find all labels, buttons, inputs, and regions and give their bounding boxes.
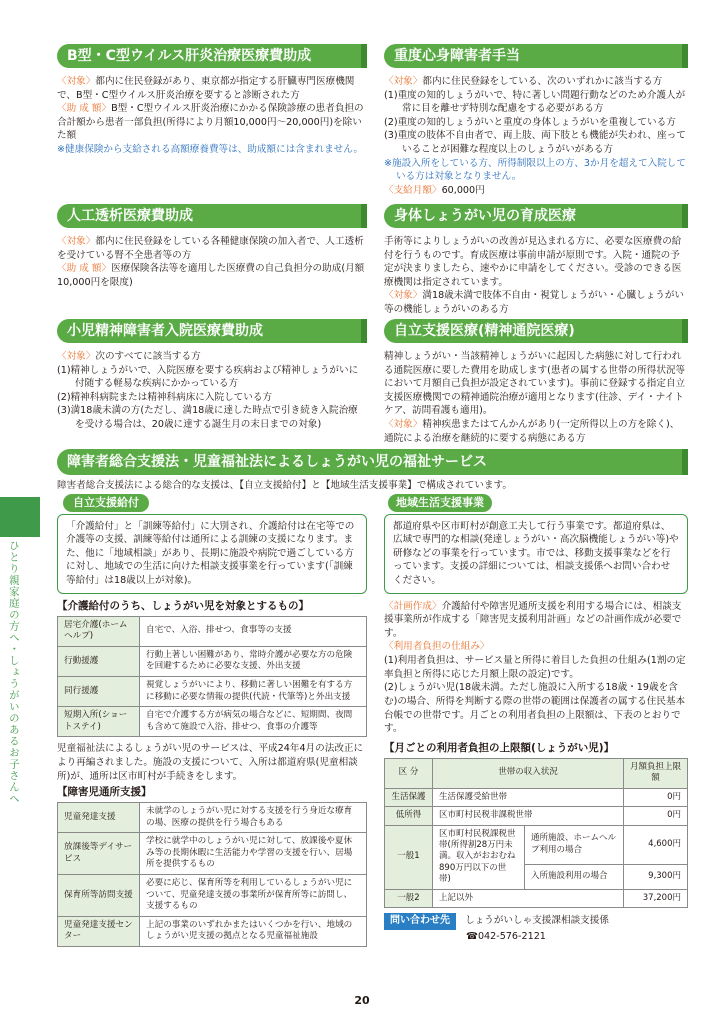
care-label: 短期入所(ショートステイ): [58, 707, 140, 737]
care-label: 居宅介護(ホームヘルプ): [58, 616, 140, 646]
community-box: 都道府県や区市町村が創意工夫して行う事業です。都道府県は、広域で専門的な相談(発達しょうがい・高次脳機能しょうがい等)や研修などの事業を行っています。市では、移動支援事業などを行っています。支援の詳細については、相談支援係へお問い合わせください。: [384, 514, 688, 594]
hepatitis-amount-text: B型・C型ウイルス肝炎治療にかかる保険診療の患者負担の合計額から患者一部負担(所得により月額10,000円〜20,000円)を除いた額: [57, 103, 364, 142]
hepatitis-target-tag: 〈対象〉: [57, 76, 96, 87]
fee-amount: 4,600円: [624, 825, 688, 865]
child-growth-target-tag: 〈対象〉: [384, 290, 423, 302]
care-table: [57, 616, 367, 738]
hepatitis-section: [57, 44, 367, 157]
dialysis-amount-text: 医療保険各法等を適用した医療費の自己負担分の助成(月額10,000円を限度): [57, 263, 365, 288]
psych-item: (1)精神しょうがいで、入院医療を要する疾病および精神しょうがいに付随する軽易な疾病にかかっている方: [57, 364, 359, 390]
table-row: [58, 676, 367, 706]
fee-amount: 0円: [624, 788, 688, 806]
severe-target-text: 都内に住民登録をしている、次のいずれかに該当する方: [422, 76, 663, 87]
fee-status: 上記以外: [433, 889, 624, 907]
fee-kubun: 一般1: [385, 825, 433, 889]
psych-title: 小児精神障害者入院医療費助成: [57, 319, 367, 343]
fee-status: 区市町村民税非課税世帯: [433, 807, 624, 825]
child-growth-section: [384, 204, 688, 317]
severe-item: (1)重度の知的しょうがいで、特に著しい問題行動などのため介護人が常に目を離せず特別な配慮をする必要がある方: [384, 89, 686, 115]
care-text: 行動上著しい困難があり、常時介護が必要な方の危険を回避するために必要な支援、外出支援: [140, 646, 367, 676]
table-row: [58, 707, 367, 737]
welfare-section: [57, 449, 688, 493]
severe-item: (3)重度の肢体不自由者で、両上肢、両下肢とも機能が失われ、座っていることが困難な程度以上のしょうがいがある方: [384, 130, 686, 156]
table-row: [385, 889, 688, 907]
psych-target-tag: 〈対象〉: [57, 351, 96, 362]
child-text: 学校に就学中のしょうがい児に対して、放課後や夏休み等の長期休暇に生活能力や学習の支援を行い、居場所を提供するもの: [140, 833, 367, 875]
severe-target-tag: 〈対象〉: [384, 76, 423, 87]
fee-kubun: 低所得: [385, 807, 433, 825]
hepatitis-target-text: 都内に住民登録があり、東京都が指定する肝臓専門医療機関で、B型・C型ウイルス肝炎治療を要すると診断された方: [57, 76, 355, 101]
benefit-box: 「介護給付」と「訓練等給付」に大別され、介護給付は在宅等での介護等の支援、訓練等給付は通所による訓練の支援になります。また、他に「地域相談」があり、長期に施設や病院で過ごしている方に対し、地域での生活に向けた相談支援事業を行っています(「訓練等給付」は18歳以上が対象)。: [57, 514, 367, 594]
contact-row: [384, 913, 688, 929]
burden-item: (1)利用者負担は、サービス量と所得に着目した負担の仕組み(1割の定率負担と所得に応じた月額上限の設定)です。: [384, 655, 686, 680]
community-pill: 地域生活支援事業: [388, 494, 492, 512]
child-label: 保育所等訪問支援: [58, 875, 140, 917]
table-row: [58, 646, 367, 676]
child-text: 上記の事業のいずれかまたはいくつかを行い、地域のしょうがい児支援の拠点となる児童福祉施設: [140, 916, 367, 946]
child-table: [57, 802, 367, 947]
fee-sub-status: 入所施設利用の場合: [525, 865, 624, 890]
welfare-title: 障害者総合支援法・児童福祉法によるしょうがい児の福祉サービス: [57, 449, 688, 475]
self-support-section: [384, 319, 688, 445]
severe-title: 重度心身障害者手当: [384, 44, 688, 68]
severe-note: ※施設入所をしている方、所得制限以上の方、3か月を超えて入院している方は対象となりません。: [384, 157, 686, 183]
child-growth-target-text: 満18歳未満で肢体不自由・視覚しょうがい・心臓しょうがい等の機能しょうがいのある方: [384, 290, 685, 316]
dialysis-target-text: 都内に住民登録をしている各種健康保険の加入者で、人工透析を受けている腎不全患者等の方: [57, 236, 364, 261]
fee-head-status: 世帯の収入状況: [433, 758, 624, 788]
side-label: ひとり親家庭の方へ・しょうがいのあるお子さんへ: [7, 540, 20, 805]
table-row: [58, 616, 367, 646]
table-row: [58, 875, 367, 917]
care-text: 視覚しょうがいにより、移動に著しい困難を有する方に移動に必要な情報の提供(代読・代筆等)と外出支援: [140, 676, 367, 706]
child-label: 児童発達支援センター: [58, 916, 140, 946]
burden-tag: 〈利用者負担の仕組み〉: [384, 641, 490, 653]
psych-section: [57, 319, 367, 432]
child-service-text: 児童福祉法によるしょうがい児のサービスは、平成24年4月の法改正により再編されました。施設の支援について、入所は都道府県(児童相談所)が、通所は区市町村が手続きをします。: [57, 743, 364, 782]
child-text: 必要に応じ、保育所等を利用しているしょうがい児について、児童発達支援の事業所が保育所等に訪問し、支援するもの: [140, 875, 367, 917]
dialysis-title: 人工透析医療費助成: [57, 204, 367, 228]
dialysis-section: [57, 204, 367, 289]
dialysis-target-tag: 〈対象〉: [57, 236, 96, 247]
care-table-title: 【介護給付のうち、しょうがい児を対象とするもの】: [57, 599, 309, 612]
contact-tag: 問い合わせ先: [384, 913, 456, 929]
burden-item: (2)しょうがい児(18歳未満。ただし施設に入所する18歳・19歳を含む)の場合、所得を判断する際の世帯の範囲は保護者の属する住民基本台帳での世帯です。月ごとの利用者負担の上限額は、下表のとおりです。: [384, 682, 686, 735]
self-support-target-text: 精神疾患またはてんかんがあり(一定所得以上の方を除く)、通院による治療を継続的に要する病態にある方: [384, 419, 680, 444]
child-label: 放課後等デイサービス: [58, 833, 140, 875]
psych-target-text: 次のすべてに該当する方: [95, 351, 201, 362]
table-row: [385, 807, 688, 825]
table-row: [58, 803, 367, 833]
self-support-target-tag: 〈対象〉: [384, 419, 423, 431]
fee-amount: 37,200円: [624, 889, 688, 907]
contact-tel: ☎042-576-2121: [466, 930, 546, 942]
fee-status: 区市町村民税課税世帯(所得割28万円未満。収入がおおむね890万円以下の世帯): [433, 825, 525, 889]
severe-amount-text: 60,000円: [441, 184, 485, 196]
severe-section: [384, 44, 688, 197]
table-row: [385, 788, 688, 806]
severe-item: (2)重度の知的しょうがいと重度の身体しょうがいを重複している方: [384, 116, 676, 128]
child-label: 児童発達支援: [58, 803, 140, 833]
care-label: 同行援護: [58, 676, 140, 706]
hepatitis-title: B型・C型ウイルス肝炎治療医療費助成: [57, 44, 367, 68]
page-number: 20: [354, 994, 370, 1007]
welfare-left-column: [57, 494, 367, 947]
table-row: [58, 916, 367, 946]
psych-item: (2)精神科病院または精神科病床に入院している方: [57, 391, 273, 403]
fee-amount: 9,300円: [624, 865, 688, 890]
table-row: [385, 758, 688, 788]
psych-item: (3)満18歳未満の方(ただし、満18歳に達した時点で引き続き入院治療を受ける場合は、20歳に達する誕生月の末日までの対象): [57, 405, 358, 431]
child-text: 未就学のしょうがい児に対する支援を行う身近な療育の場、医療の提供を行う場合もある: [140, 803, 367, 833]
severe-amount-tag: 〈支給月額〉: [384, 184, 442, 196]
fee-table-title: 【月ごとの利用者負担の上限額(しょうがい児)】: [384, 741, 615, 754]
plan-text: 介護給付や障害児通所支援を利用する場合には、相談支援事業所が作成する「障害児支援利用計画」などの計画作成が必要です。: [384, 600, 682, 639]
fee-head-amount: 月額負担上限額: [624, 758, 688, 788]
fee-kubun: 一般2: [385, 889, 433, 907]
side-tab-marker: [0, 497, 40, 537]
benefit-pill: 自立支援給付: [63, 494, 149, 512]
child-table-title: 【障害児通所支援】: [57, 786, 152, 799]
care-label: 行動援護: [58, 646, 140, 676]
plan-tag: 〈計画作成〉: [384, 600, 442, 612]
fee-status: 生活保護受給世帯: [433, 788, 624, 806]
care-text: 自宅で介護する方が病気の場合などに、短期間、夜間も含めて施設で入浴、排せつ、食事の介護等: [140, 707, 367, 737]
hepatitis-amount-tag: 〈助 成 額〉: [57, 103, 112, 115]
child-growth-title: 身体しょうがい児の育成医療: [384, 204, 688, 228]
fee-sub-status: 通所施設、ホームヘルプ利用の場合: [525, 825, 624, 865]
welfare-right-column: [384, 494, 688, 943]
fee-kubun: 生活保護: [385, 788, 433, 806]
fee-table: [384, 758, 688, 909]
self-support-text: 精神しょうがい・当該精神しょうがいに起因した病態に対して行われる通院医療に要した費用を助成します(患者の属する世帯の所得状況等において月額自己負担が設定されています)。事前に登録する指定自立支援医療機関での精神通院治療が適用となります(往診、デイ・ナイトケア、訪問看護も適用)。: [384, 351, 686, 417]
contact-name: しょうがいしゃ支援課相談支援係: [465, 915, 609, 927]
fee-amount: 0円: [624, 807, 688, 825]
welfare-intro: 障害者総合支援法による総合的な支援は、【自立支援給付】と【地域生活支援事業】で構成されています。: [57, 480, 512, 491]
table-row: [58, 833, 367, 875]
care-text: 自宅で、入浴、排せつ、食事等の支援: [140, 616, 367, 646]
dialysis-amount-tag: 〈助 成 額〉: [57, 263, 112, 275]
child-growth-text: 手術等によりしょうがいの改善が見込まれる方に、必要な医療費の給付を行うものです。育成医療は事前申請が原則です。入院・通院の予定が決まりましたら、速やかに申請をしてください。受診のできる医療機関は指定されています。: [384, 236, 682, 288]
fee-head-kubun: 区 分: [385, 758, 433, 788]
hepatitis-note: ※健康保険から支給される高額療養費等は、助成額には含まれません。: [57, 144, 364, 156]
table-row: [385, 825, 688, 865]
self-support-title: 自立支援医療(精神通院医療): [384, 319, 688, 343]
